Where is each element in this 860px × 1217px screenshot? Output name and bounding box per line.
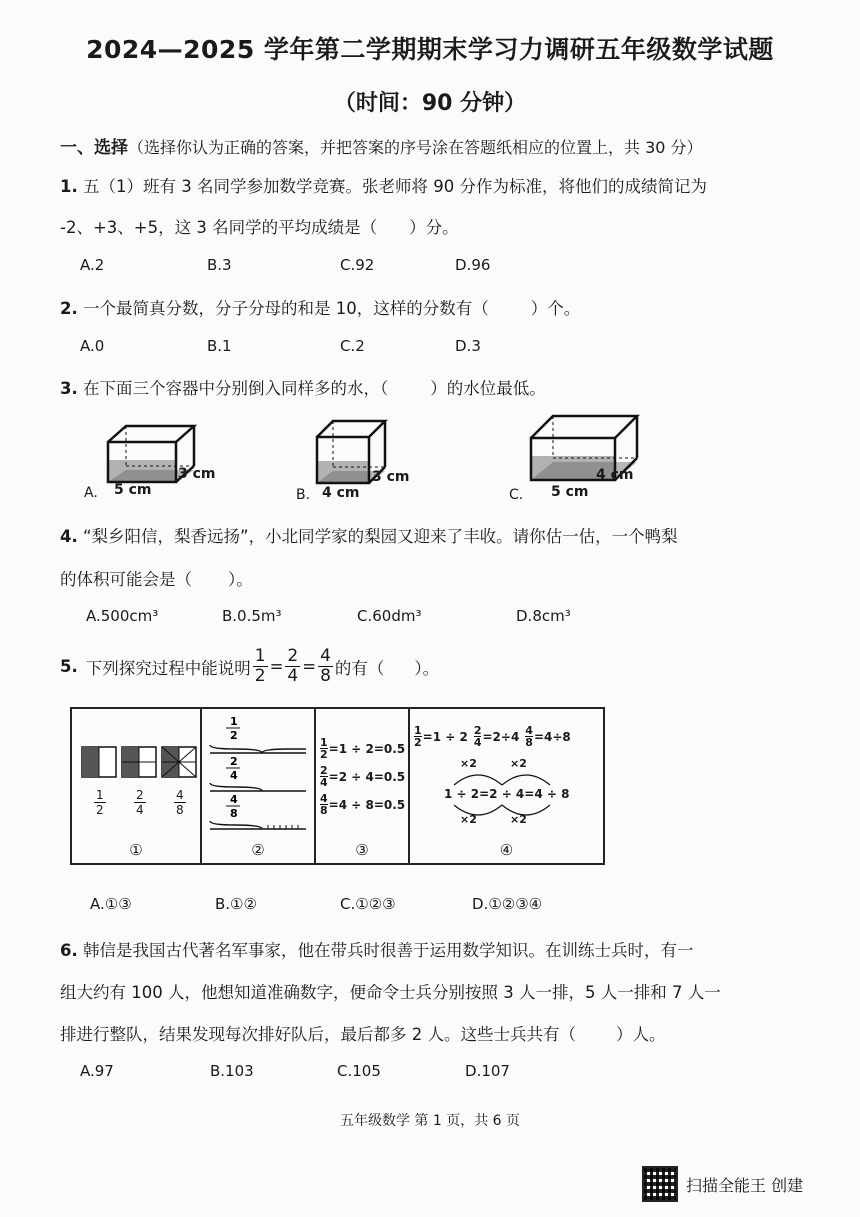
cell-label-1: ① — [129, 841, 143, 859]
question-text: ）个。 — [530, 299, 581, 318]
equals-sign: = — [269, 657, 284, 676]
question-6-line-1 — [60, 937, 694, 961]
question-text: -2、+3、+5，这 3 名同学的平均成绩是（ — [60, 218, 378, 237]
q1-option-b[interactable]: B.3 — [207, 256, 232, 274]
cell-label-4: ④ — [499, 841, 514, 859]
question-4-line-1 — [60, 523, 678, 547]
question-number: 4. — [60, 527, 78, 546]
scanner-label: 扫描全能王 创建 — [686, 1175, 804, 1195]
q6-option-c[interactable]: C.105 — [337, 1062, 381, 1080]
svg-text:2: 2 — [230, 729, 238, 742]
cell1-frac-2: $\frac{2}{4}$ — [136, 788, 144, 817]
question-number: 5. — [60, 657, 78, 676]
figure-cell-3 — [316, 709, 410, 863]
exam-duration: （时间：90 分钟） — [333, 91, 527, 116]
number-line-diagram — [206, 713, 312, 841]
qr-code-icon — [642, 1166, 678, 1202]
figure-cell-1 — [72, 709, 202, 863]
exam-title: 2024—2025 学年第二学期期末学习力调研五年级数学试题 — [86, 35, 774, 64]
question-number: 3. — [60, 379, 78, 398]
question-text: ）。 — [228, 570, 253, 589]
container-c-letter[interactable]: C. — [509, 487, 524, 503]
question-number: 2. — [60, 299, 78, 318]
q6-option-d[interactable]: D.107 — [465, 1062, 510, 1080]
question-text: ）分。 — [409, 218, 459, 237]
equals-sign: = — [302, 657, 317, 676]
section-heading — [60, 133, 703, 158]
cell3-line-1: $\frac{1}{2}$ =1 ÷ 2=0.5 — [320, 736, 406, 761]
question-1-line-2 — [60, 214, 459, 238]
question-text: 的体积可能会是（ — [60, 570, 192, 589]
cell-label-3: ③ — [355, 841, 369, 859]
cell4-top-line: $\frac{1}{2}$ =1 ÷ 2 $\frac{2}{4}$ =2÷4 $\frac{4}{8}$ =4÷8 — [414, 724, 571, 749]
container-b-letter[interactable]: B. — [296, 487, 311, 503]
container-a-letter[interactable]: A. — [84, 485, 98, 501]
question-3-line-1 — [60, 375, 546, 399]
q5-option-b[interactable]: B.①② — [215, 895, 257, 913]
q2-option-a[interactable]: A.0 — [80, 337, 105, 355]
section-instruction: （选择你认为正确的答案，并把答案的序号涂在答题纸相应的位置上，共 30 分） — [128, 138, 703, 157]
svg-text:1: 1 — [230, 715, 238, 728]
times-two-label: ×2 — [460, 813, 477, 826]
q2-option-b[interactable]: B.1 — [207, 337, 232, 355]
fraction-bars-drawing — [80, 745, 198, 781]
cell3-line-3: $\frac{4}{8}$ =4 ÷ 8=0.5 — [320, 792, 406, 817]
figure-cell-2 — [202, 709, 316, 863]
question-text: 在下面三个容器中分别倒入同样多的水，（ — [83, 379, 389, 398]
question-text: 排进行整队，结果发现每次排好队后，最后都多 2 人。这些士兵共有（ — [60, 1025, 576, 1044]
question-4-line-2 — [60, 566, 253, 590]
question-number: 6. — [60, 941, 78, 960]
svg-text:8: 8 — [230, 807, 238, 820]
times-two-label: ×2 — [460, 757, 477, 770]
svg-text:4: 4 — [230, 793, 238, 806]
question-6-line-3 — [60, 1021, 666, 1045]
q2-option-c[interactable]: C.2 — [340, 337, 365, 355]
q4-option-b[interactable]: B.0.5m³ — [222, 607, 282, 625]
container-c-base: 5 cm — [551, 484, 589, 500]
q2-option-d[interactable]: D.3 — [455, 337, 481, 355]
q5-option-c[interactable]: C.①②③ — [340, 895, 396, 913]
question-text: “梨乡阳信，梨香远扬”，小北同学家的梨园又迎来了丰收。请你估一估，一个鸭梨 — [83, 527, 678, 546]
question-2-line-1 — [60, 295, 580, 319]
svg-text:4: 4 — [230, 769, 238, 782]
q1-option-d[interactable]: D.96 — [455, 256, 491, 274]
exploration-figure — [70, 707, 605, 865]
question-text: 韩信是我国古代著名军事家，他在带兵时很善于运用数学知识。在训练士兵时，有一 — [83, 941, 694, 960]
question-text: ）的水位最低。 — [430, 379, 546, 398]
container-a-side: 3 cm — [178, 466, 216, 482]
container-a-base: 5 cm — [114, 482, 152, 498]
q5-option-a[interactable]: A.①③ — [90, 895, 132, 913]
times-two-label: ×2 — [510, 757, 527, 770]
q6-option-a[interactable]: A.97 — [80, 1062, 114, 1080]
container-a-figure — [80, 420, 230, 505]
question-text: ）人。 — [616, 1025, 666, 1044]
q4-option-a[interactable]: A.500cm³ — [86, 607, 159, 625]
question-1-line-1 — [60, 173, 707, 197]
question-text: ）。 — [414, 658, 440, 678]
question-text: 的有（ — [334, 658, 385, 678]
q5-option-d[interactable]: D.①②③④ — [472, 895, 543, 913]
section-label: 一、选择 — [60, 138, 128, 158]
cell1-frac-1: $\frac{1}{2}$ — [96, 788, 104, 817]
cell3-line-2: $\frac{2}{4}$ =2 ÷ 4=0.5 — [320, 764, 406, 789]
cell1-frac-3: $\frac{4}{8}$ — [176, 788, 184, 817]
division-chain: 1 ÷ 2=2 ÷ 4=4 ÷ 8 — [444, 787, 570, 801]
page-footer: 五年级数学 第 1 页，共 6 页 — [339, 1113, 521, 1129]
fraction-four-eighths: $\frac{4}{8}$ — [320, 646, 331, 686]
container-c-side: 4 cm — [596, 467, 634, 483]
fraction-one-half: $\frac{1}{2}$ — [254, 646, 266, 686]
question-text: 一个最简真分数，分子分母的和是 10，这样的分数有（ — [83, 299, 489, 318]
question-number: 1. — [60, 177, 78, 196]
cell-label-2: ② — [251, 841, 265, 859]
container-b-side: 3 cm — [372, 469, 410, 485]
question-text: 下列探究过程中能说明 — [85, 658, 251, 678]
q4-option-d[interactable]: D.8cm³ — [516, 607, 571, 625]
figure-cell-4 — [410, 709, 603, 863]
q1-option-c[interactable]: C.92 — [340, 256, 375, 274]
svg-text:2: 2 — [230, 755, 238, 768]
question-5-line-1 — [60, 648, 439, 685]
q6-option-b[interactable]: B.103 — [210, 1062, 254, 1080]
container-b-base: 4 cm — [322, 485, 360, 501]
question-6-line-2: 组大约有 100 人，他想知道准确数字，便命令士兵分别按照 3 人一排，5 人一排和 7 人一 — [60, 983, 721, 1002]
question-text: 五（1）班有 3 名同学参加数学竞赛。张老师将 90 分作为标准，将他们的成绩简记为 — [83, 177, 707, 196]
times-two-label: ×2 — [510, 813, 527, 826]
q1-option-a[interactable]: A.2 — [80, 256, 105, 274]
fraction-two-fourths: $\frac{2}{4}$ — [287, 646, 299, 686]
q4-option-c[interactable]: C.60dm³ — [357, 607, 422, 625]
scanner-watermark — [642, 1166, 803, 1202]
container-c-figure — [525, 410, 655, 500]
